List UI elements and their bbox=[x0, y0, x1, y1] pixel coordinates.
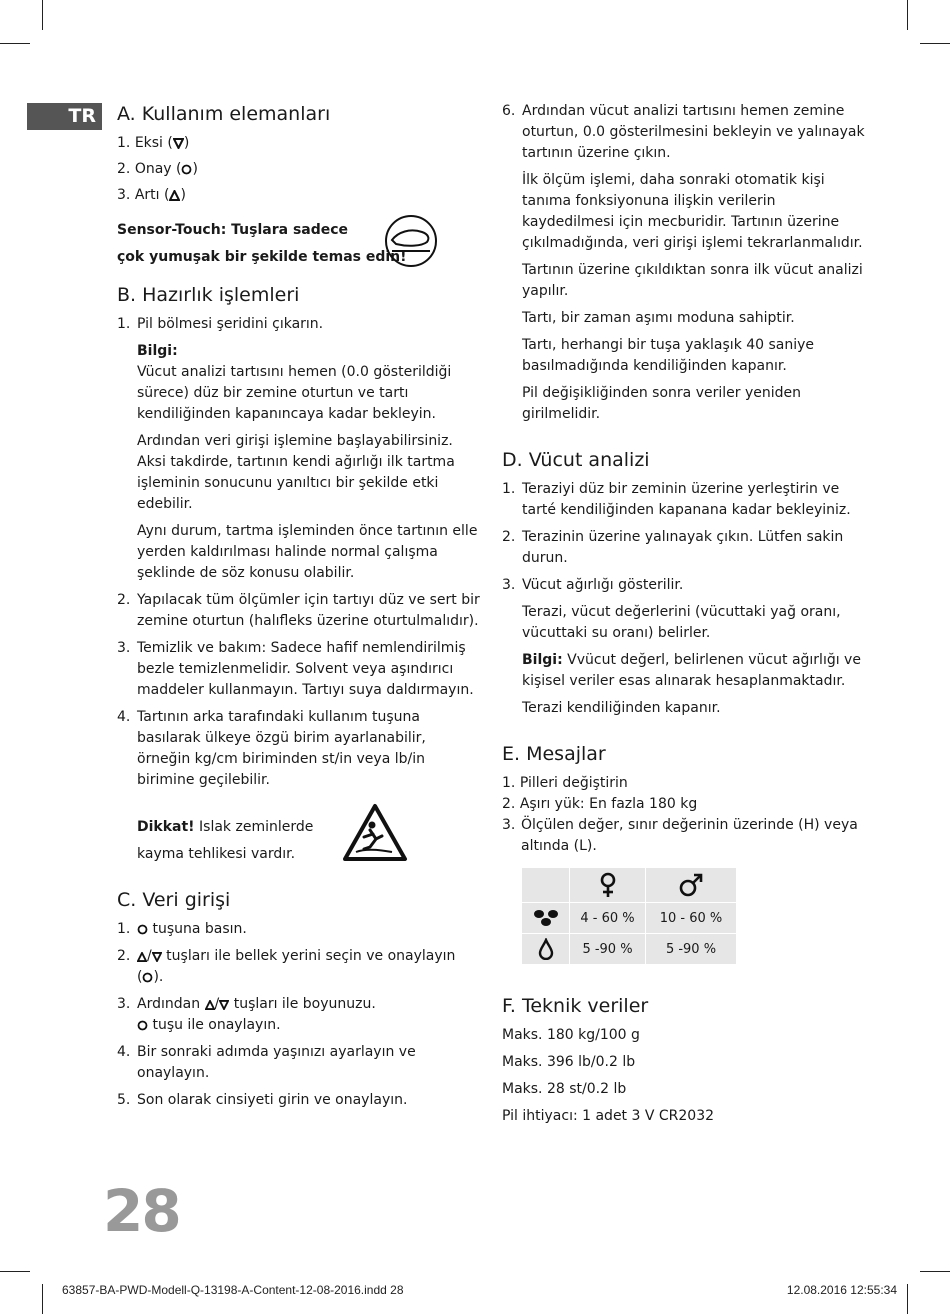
left-column bbox=[117, 101, 482, 1117]
male-icon bbox=[678, 873, 704, 897]
water-female-cell: 5 -90 % bbox=[570, 934, 646, 965]
table-row bbox=[522, 934, 737, 965]
spec-line: Pil ihtiyacı: 1 adet 3 V CR2032 bbox=[502, 1108, 715, 1124]
body-values-paragraph: Terazi, vücut değerlerini (vücuttaki yağ oranı, vücuttaki su oranı) belirler. bbox=[522, 604, 841, 641]
triangle-down-icon bbox=[152, 952, 162, 962]
message-item-3: 3. Ölçülen değer, sınır değerinin üzerinde (H) veya altında (L). bbox=[502, 817, 858, 854]
auto-off-note: Terazi kendiliğinden kapanır. bbox=[522, 700, 721, 716]
triangle-up-icon bbox=[205, 1000, 215, 1010]
data-entry-item-5: 5. Son olarak cinsiyeti girin ve onaylayın. bbox=[117, 1092, 408, 1108]
message-item-1: 1. Pilleri değiştirin bbox=[502, 775, 628, 791]
female-icon bbox=[599, 872, 617, 898]
limits-table bbox=[521, 867, 737, 965]
data-entry-item-3: 3. Ardından / tuşları ile boyunuzu. tuşu ile onaylayın. bbox=[117, 996, 376, 1033]
section-b-title: B. Hazırlık işlemleri bbox=[117, 284, 300, 306]
battery-change-paragraph: Pil değişikliğinden sonra veriler yeniden girilmelidir. bbox=[522, 385, 801, 422]
section-d-title: D. Vücut analizi bbox=[502, 449, 650, 471]
water-male-cell: 5 -90 % bbox=[646, 934, 737, 965]
control-item-confirm: 2. Onay ( ) bbox=[117, 161, 198, 177]
crop-mark bbox=[0, 1271, 30, 1272]
section-c-title: C. Veri girişi bbox=[117, 889, 231, 911]
sensor-note-line1: Sensor-Touch: Tuşlara sadece bbox=[117, 222, 349, 238]
analysis-paragraph: Tartının üzerine çıkıldıktan sonra ilk vücut analizi yapılır. bbox=[522, 262, 863, 299]
info-paragraph-2: Ardından veri girişi işlemine başlayabilirsiniz. Aksi takdirde, tartının kendi ağırlığı ilk tartma işleminin sonucunu yanıltıcı bir şekilde etki edebilir. bbox=[137, 433, 455, 512]
control-item-plus: 3. Artı ( ) bbox=[117, 187, 186, 203]
info-paragraph-3: Aynı durum, tartma işleminden önce tartının elle yerden kaldırılması halinde normal çalışma şeklinde de söz konusu olabilir. bbox=[137, 523, 478, 581]
fat-male-cell: 10 - 60 % bbox=[646, 903, 737, 934]
section-e-title: E. Mesajlar bbox=[502, 743, 606, 765]
control-item-minus: 1. Eksi ( ) bbox=[117, 135, 190, 151]
info-label: Bilgi: bbox=[137, 343, 178, 359]
right-column bbox=[502, 101, 867, 1133]
crop-mark bbox=[42, 0, 43, 30]
data-entry-item-6: 6. Ardından vücut analizi tartısını hemen zemine oturtun, 0.0 gösterilmesini bekleyin ve yalınayak tartının üzerine çıkın. bbox=[502, 103, 865, 161]
timeout-paragraph: Tartı, bir zaman aşımı moduna sahiptir. bbox=[522, 310, 795, 326]
footer-date: 12.08.2016 12:55:34 bbox=[786, 1283, 897, 1297]
water-drop-icon bbox=[538, 938, 554, 960]
prep-item-4: 4. Tartının arka tarafındaki kullanım tuşuna basılarak ülkeye özgü birim ayarlanabilir, örneğin kg/cm biriminden st/in veya lb/in birimine geçilebilir. bbox=[117, 709, 426, 788]
section-f-title: F. Teknik veriler bbox=[502, 995, 649, 1017]
table-row bbox=[522, 868, 737, 903]
crop-mark bbox=[42, 1284, 43, 1314]
prep-item-1: 1. Pil bölmesi şeridini çıkarın. bbox=[117, 316, 324, 332]
page-number: 28 bbox=[103, 1177, 180, 1245]
prep-item-2: 2. Yapılacak tüm ölçümler için tartıyı düz ve sert bir zemine oturtun (halıfleks üzerine oturtulmalıdır). bbox=[117, 592, 480, 629]
print-footer bbox=[62, 1283, 897, 1297]
spec-line: Maks. 28 st/0.2 lb bbox=[502, 1081, 627, 1097]
circle-icon bbox=[137, 924, 148, 935]
caution-line2: kayma tehlikesi vardır. bbox=[137, 846, 296, 862]
triangle-down-icon bbox=[173, 138, 184, 149]
triangle-down-icon bbox=[219, 1000, 229, 1010]
analysis-item-3: 3. Vücut ağırlığı gösterilir. bbox=[502, 577, 684, 593]
sensor-note bbox=[117, 220, 482, 268]
language-tab: TR bbox=[27, 103, 102, 130]
caution-note bbox=[137, 817, 482, 865]
message-item-2: 2. Aşırı yük: En fazla 180 kg bbox=[502, 796, 698, 812]
circle-icon bbox=[142, 972, 153, 983]
data-entry-item-1: 1. tuşuna basın. bbox=[117, 921, 247, 937]
table-row bbox=[522, 903, 737, 934]
controls-list bbox=[117, 133, 482, 206]
auto-off-paragraph: Tartı, herhangi bir tuşa yaklaşık 40 saniye basılmadığında kendiliğinden kapanır. bbox=[522, 337, 815, 374]
caution-line1: Dikkat! Islak zeminlerde bbox=[137, 819, 314, 835]
crop-mark bbox=[920, 43, 950, 44]
analysis-item-2: 2. Terazinin üzerine yalınayak çıkın. Lütfen sakin durun. bbox=[502, 529, 844, 566]
spec-line: Maks. 180 kg/100 g bbox=[502, 1027, 640, 1043]
footer-file: 63857-BA-PWD-Modell-Q-13198-A-Content-12-08-2016.indd 28 bbox=[62, 1283, 404, 1297]
first-measure-paragraph: İlk ölçüm işlemi, daha sonraki otomatik kişi tanıma fonksiyonuna ilişkin verilerin kaydedilmesi için mecburidir. Tartının üzerine çıkılmadığında, veri girişi işlemi tekrarlanmalıdır. bbox=[522, 172, 863, 251]
circle-icon bbox=[137, 1020, 148, 1031]
spec-line: Maks. 396 lb/0.2 lb bbox=[502, 1054, 636, 1070]
analysis-info-paragraph: Bilgi: Vvücut değerl, belirlenen vücut ağırlığı ve kişisel veriler esas alınarak hesaplanmaktadır. bbox=[522, 652, 861, 689]
crop-mark bbox=[907, 0, 908, 30]
info-paragraph-1: Vücut analizi tartısını hemen (0.0 gösterildiği sürece) düz bir zemine oturtun ve tartı kendiliğinden kapanıncaya kadar bekleyin. bbox=[137, 364, 452, 422]
touch-finger-icon bbox=[384, 214, 438, 268]
slippery-floor-warning-icon bbox=[342, 803, 408, 863]
crop-mark bbox=[0, 43, 30, 44]
triangle-up-icon bbox=[169, 190, 180, 201]
section-a-title: A. Kullanım elemanları bbox=[117, 103, 331, 125]
prep-item-3: 3. Temizlik ve bakım: Sadece hafif nemlendirilmiş bezle temizlenmelidir. Solvent veya aşındırıcı maddeler kullanmayın. Tartıyı suya daldırmayın. bbox=[117, 640, 474, 698]
data-entry-item-4: 4. Bir sonraki adımda yaşınızı ayarlayın ve onaylayın. bbox=[117, 1044, 416, 1081]
crop-mark bbox=[920, 1271, 950, 1272]
triangle-up-icon bbox=[137, 952, 147, 962]
data-entry-item-2: 2. / tuşları ile bellek yerini seçin ve onaylayın ( ). bbox=[117, 948, 456, 985]
sensor-note-line2: çok yumuşak bir şekilde temas edin! bbox=[117, 249, 407, 265]
fat-female-cell: 4 - 60 % bbox=[570, 903, 646, 934]
circle-icon bbox=[181, 164, 192, 175]
body-fat-icon bbox=[533, 909, 559, 927]
analysis-item-1: 1. Teraziyi düz bir zeminin üzerine yerleştirin ve tarté kendiliğinden kapanana kadar bekleyiniz. bbox=[502, 481, 851, 518]
crop-mark bbox=[907, 1284, 908, 1314]
